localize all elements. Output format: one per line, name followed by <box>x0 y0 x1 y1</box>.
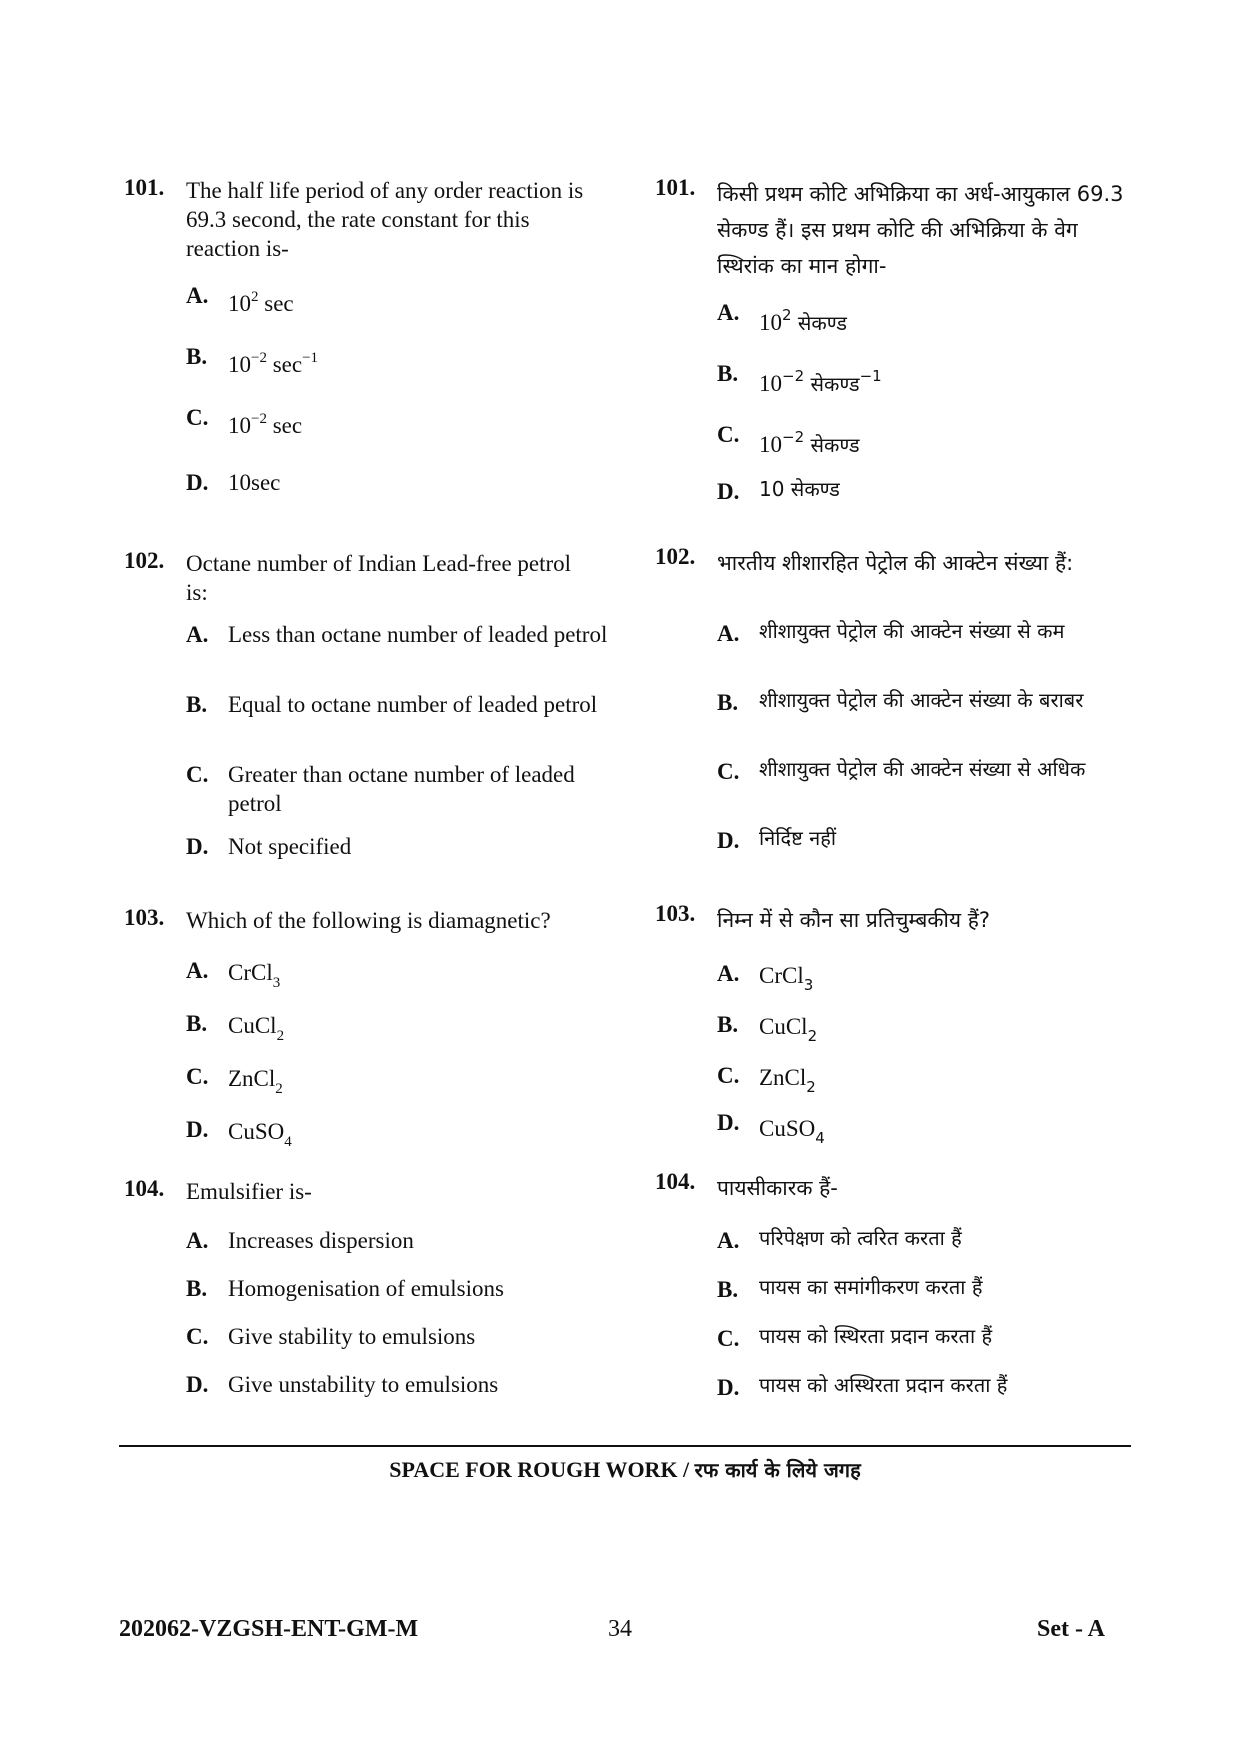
option-text: Give stability to emulsions <box>228 1324 476 1349</box>
option-d <box>186 1370 608 1399</box>
option-unit: sec <box>266 352 303 377</box>
formula-sub: 3 <box>272 975 281 991</box>
option-label: D. <box>186 834 209 859</box>
rough-work-en: SPACE FOR ROUGH WORK / <box>389 1457 695 1482</box>
option-a <box>186 958 608 991</box>
question-text: निम्न में से कौन सा प्रतिचुम्बकीय हैं? <box>717 908 991 932</box>
option-sup: −2 <box>251 350 267 366</box>
option-text: Increases dispersion <box>228 1228 414 1253</box>
option-text: शीशायुक्त पेट्रोल की आक्टेन संख्या से कम <box>759 619 1065 643</box>
option-label: B. <box>186 344 208 369</box>
option-label: A. <box>186 958 209 983</box>
option-text: Give unstability to emulsions <box>228 1372 499 1397</box>
option-label: C. <box>717 1326 740 1351</box>
set-label: Set - A <box>1037 1616 1105 1642</box>
option-text: परिपेक्षण को त्वरित करता हैं <box>759 1226 962 1250</box>
question-number: 101. <box>655 175 696 200</box>
option-label: A. <box>717 621 740 646</box>
formula-base: CuSO <box>759 1116 816 1141</box>
option-text: Not specified <box>228 834 352 859</box>
option-label: D. <box>717 1375 740 1400</box>
option-label: B. <box>186 692 208 717</box>
option-label: C. <box>186 1064 209 1089</box>
formula-base: ZnCl <box>228 1066 276 1091</box>
paper-code: 202062-VZGSH-ENT-GM-M <box>119 1616 419 1642</box>
option-text: Homogenisation of emulsions <box>228 1276 504 1301</box>
question-text: भारतीय शीशारहित पेट्रोल की आक्टेन संख्या हैं: <box>717 551 1074 575</box>
formula-base: CuCl <box>759 1014 808 1039</box>
question-101-en <box>124 176 594 263</box>
option-label: C. <box>186 1324 209 1349</box>
question-104-en <box>124 1177 594 1206</box>
option-label: A. <box>717 1228 740 1253</box>
option-unit: sec <box>266 413 303 438</box>
option-label: B. <box>717 690 739 715</box>
question-103-hi <box>655 902 1125 938</box>
option-d <box>186 832 608 861</box>
option-c <box>186 1064 608 1097</box>
question-number: 102. <box>655 544 696 569</box>
option-label: D. <box>717 1110 740 1135</box>
option-label: C. <box>717 759 740 784</box>
option-a <box>186 1226 608 1255</box>
option-text: Less than octane number of leaded petrol <box>228 622 608 647</box>
option-label: C. <box>717 1063 740 1088</box>
option-b <box>186 1274 608 1303</box>
option-a <box>717 1224 1159 1253</box>
question-number: 104. <box>655 1169 696 1194</box>
option-base: 10 <box>228 291 251 316</box>
formula-base: CuCl <box>228 1013 277 1038</box>
option-d <box>717 1110 1159 1147</box>
option-c <box>717 1322 1159 1351</box>
option-label: A. <box>717 300 740 325</box>
question-102-hi <box>655 545 1125 581</box>
option-label: B. <box>717 1012 739 1037</box>
option-c <box>717 422 1159 462</box>
question-103-en <box>124 906 594 935</box>
option-c <box>186 405 608 444</box>
formula-sub: 3 <box>803 976 814 994</box>
option-label: C. <box>186 405 209 430</box>
option-c <box>186 1322 608 1351</box>
option-base: 10 <box>228 413 251 438</box>
formula-base: ZnCl <box>759 1065 807 1090</box>
option-c <box>717 1063 1159 1095</box>
question-text: किसी प्रथम कोटि अभिक्रिया का अर्ध-आयुकाल 69.3 सेकण्ड हैं। इस प्रथम कोटि की अभिक्रिया के वेग स्थिरांक का मान होगा- <box>717 182 1124 278</box>
option-unit: सेकण्ड <box>791 311 847 335</box>
option-b <box>717 1273 1159 1302</box>
rough-work-divider <box>119 1445 1131 1447</box>
option-base: 10 <box>759 310 782 335</box>
option-unit: सेकण्ड <box>804 372 860 396</box>
option-d <box>186 468 608 497</box>
option-label: D. <box>186 1372 209 1397</box>
question-102-en <box>124 549 594 607</box>
option-d <box>717 1371 1159 1400</box>
option-a <box>186 283 608 322</box>
option-unit-sup: −1 <box>859 367 882 385</box>
option-d <box>717 824 1159 853</box>
option-sup: −2 <box>782 428 805 446</box>
formula-sub: 4 <box>284 1134 292 1150</box>
option-a <box>717 961 1159 993</box>
option-text: पायस को अस्थिरता प्रदान करता हैं <box>759 1373 1008 1397</box>
option-text: निर्दिष्ट नहीं <box>759 826 837 850</box>
formula-sub: 2 <box>807 1027 818 1045</box>
formula-sub: 2 <box>806 1078 816 1096</box>
option-label: A. <box>186 1228 209 1253</box>
option-a <box>717 300 1159 340</box>
option-b <box>717 686 1159 715</box>
formula-base: CrCl <box>759 963 804 988</box>
option-b <box>186 344 608 383</box>
option-label: A. <box>717 961 740 986</box>
question-number: 104. <box>124 1176 165 1201</box>
formula-base: CuSO <box>228 1119 285 1144</box>
option-a <box>717 617 1159 646</box>
rough-work-hi: रफ कार्य के लिये जगह <box>694 1458 861 1482</box>
option-label: B. <box>186 1011 208 1036</box>
option-text: पायस को स्थिरता प्रदान करता हैं <box>759 1324 993 1348</box>
option-base: 10 <box>228 352 251 377</box>
option-b <box>717 361 1159 401</box>
option-text: 10 सेकण्ड <box>759 477 840 501</box>
question-text: पायसीकारक हैं- <box>717 1176 838 1200</box>
option-sup: 2 <box>251 289 259 305</box>
option-label: B. <box>717 361 739 386</box>
option-label: C. <box>186 762 209 787</box>
option-text: 10sec <box>228 470 281 495</box>
question-text: The half life period of any order reaction is 69.3 second, the rate constant for this reaction is- <box>186 178 584 261</box>
option-label: D. <box>186 1117 209 1142</box>
option-label: D. <box>717 828 740 853</box>
question-104-hi <box>655 1170 1125 1206</box>
question-101-hi <box>655 176 1125 284</box>
formula-sub: 4 <box>815 1129 825 1147</box>
option-text: Equal to octane number of leaded petrol <box>228 692 598 717</box>
option-d <box>186 1117 608 1150</box>
option-b <box>186 1011 608 1044</box>
option-sup: −2 <box>782 367 805 385</box>
question-number: 103. <box>124 905 165 930</box>
option-label: B. <box>186 1276 208 1301</box>
option-text: Greater than octane number of leaded petrol <box>228 762 575 816</box>
option-text: शीशायुक्त पेट्रोल की आक्टेन संख्या के बराबर <box>759 688 1084 712</box>
option-unit: sec <box>258 291 294 316</box>
option-label: D. <box>717 479 740 504</box>
formula-base: CrCl <box>228 960 273 985</box>
option-label: D. <box>186 470 209 495</box>
formula-sub: 2 <box>276 1028 285 1044</box>
page-number: 34 <box>608 1616 632 1642</box>
option-label: C. <box>717 422 740 447</box>
option-base: 10 <box>759 432 782 457</box>
option-d <box>717 475 1159 504</box>
option-c <box>717 755 1159 784</box>
question-text: Which of the following is diamagnetic? <box>186 908 551 933</box>
option-b <box>186 690 608 719</box>
option-b <box>717 1012 1159 1044</box>
option-label: A. <box>186 283 209 308</box>
option-sup: −2 <box>251 411 267 427</box>
formula-sub: 2 <box>275 1081 283 1097</box>
option-unit-sup: −1 <box>302 350 319 366</box>
question-number: 102. <box>124 548 165 573</box>
option-sup: 2 <box>782 306 792 324</box>
question-text: Octane number of Indian Lead-free petrol is: <box>186 551 572 605</box>
option-c <box>186 760 608 818</box>
option-label: A. <box>186 622 209 647</box>
question-number: 101. <box>124 175 165 200</box>
question-text: Emulsifier is- <box>186 1179 312 1204</box>
option-a <box>186 620 608 649</box>
option-label: B. <box>717 1277 739 1302</box>
option-base: 10 <box>759 371 782 396</box>
option-text: शीशायुक्त पेट्रोल की आक्टेन संख्या से अधिक <box>759 757 1086 781</box>
rough-work-heading <box>119 1456 1131 1483</box>
option-unit: सेकण्ड <box>804 433 860 457</box>
question-number: 103. <box>655 901 696 926</box>
option-text: पायस का समांगीकरण करता हैं <box>759 1275 983 1299</box>
